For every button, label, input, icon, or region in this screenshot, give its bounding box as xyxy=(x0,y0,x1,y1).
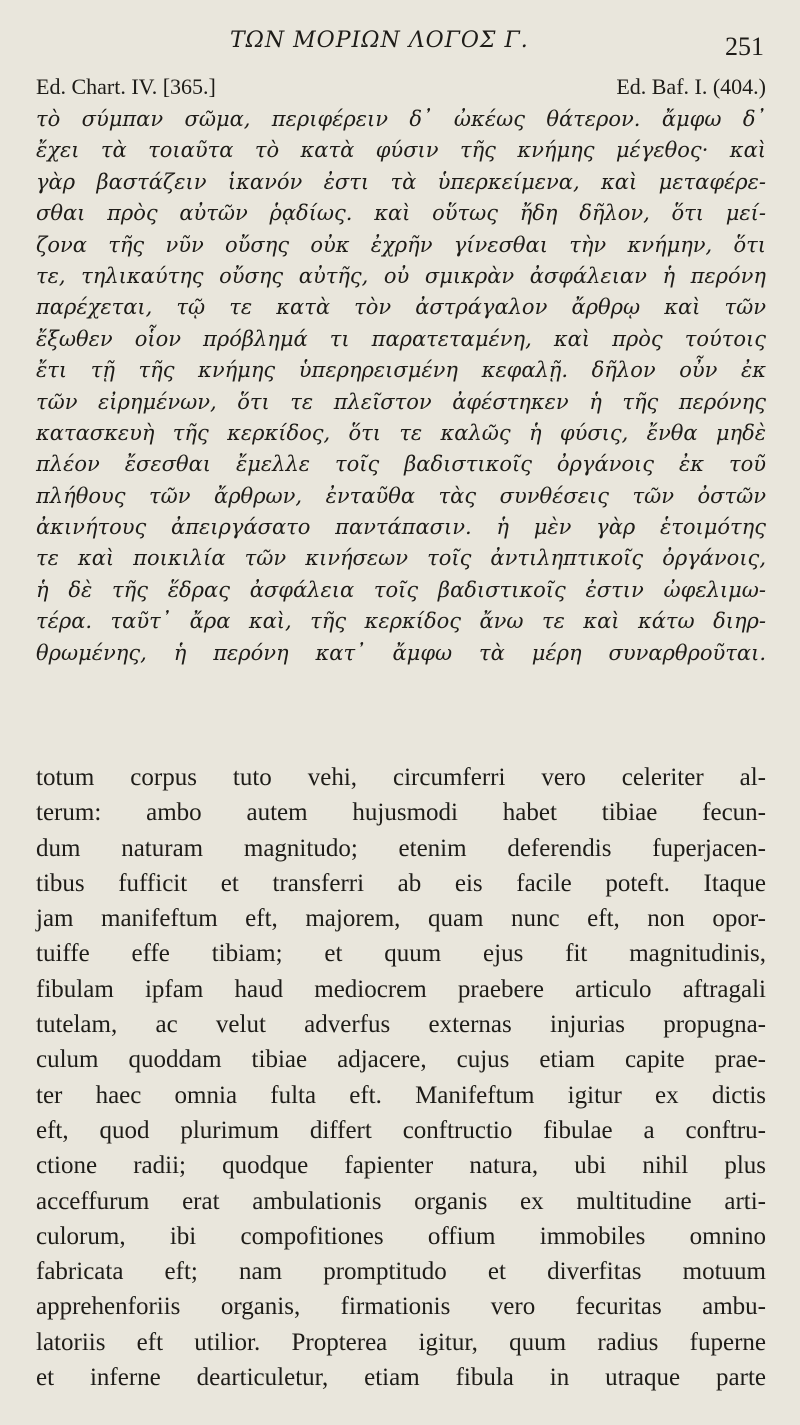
greek-text-line: τὸ σύμπαν σῶμα, περιφέρειν δ᾽ ὠκέως θάτερον. ἄμφω δ᾽ xyxy=(36,107,766,131)
page-number: 251 xyxy=(725,32,764,61)
latin-text-line: fabricata eft; nam promptitudo et diverfitas motuum xyxy=(36,1258,766,1286)
latin-text-line: culorum, ibi compofitiones offium immobiles omnino xyxy=(36,1222,766,1250)
latin-translation-block xyxy=(36,760,766,1395)
latin-text-line: terum: ambo autem hujusmodi habet tibiae fecun- xyxy=(36,799,766,827)
greek-text-line: ἀκινήτους ἀπειργάσατο παντάπασιν. ἡ μὲν γὰρ ἑτοιμότης xyxy=(36,515,766,540)
latin-text-line: apprehenforiis organis, firmationis vero fecuritas ambu- xyxy=(36,1293,766,1321)
latin-text-line: tuiffe effe tibiam; et quum ejus fit magnitudinis, xyxy=(36,940,766,968)
latin-text-line: tutelam, ac velut adverfus externas injurias propugna- xyxy=(36,1011,766,1039)
latin-text-line: tibus fufficit et transferri ab eis facile poteft. Itaque xyxy=(36,869,766,897)
greek-text-line: τῶν εἰρημένων, ὅτι τε πλεῖστον ἀφέστηκεν ἡ τῆς περόνης xyxy=(36,389,766,414)
edition-references xyxy=(36,74,766,102)
greek-text-line: πλήθους τῶν ἄρθρων, ἐνταῦθα τὰς συνθέσεις τῶν ὀστῶν xyxy=(36,483,766,508)
latin-text-line: totum corpus tuto vehi, circumferri vero celeriter al- xyxy=(36,764,766,791)
latin-text-line: dum naturam magnitudo; etenim deferendis fuperjacen- xyxy=(36,834,766,862)
running-title: ΤΩΝ ΜΟΡΙΩΝ ΛΟΓΟΣ Γ. xyxy=(230,28,529,53)
greek-text-line: τε καὶ ποικιλία τῶν κινήσεων τοῖς ἀντιληπτικοῖς ὀργάνοις, xyxy=(36,546,766,571)
latin-text-line: ctione radii; quodque fapienter natura, ubi nihil plus xyxy=(36,1152,766,1180)
greek-text-line: ἔτι τῇ τῆς κνήμης ὑπερηρεισμένη κεφαλῇ. δῆλον οὖν ἐκ xyxy=(36,358,766,383)
latin-text-line: latoriis eft utilior. Propterea igitur, quum radius fuperne xyxy=(36,1328,766,1356)
greek-text-block xyxy=(36,104,766,669)
latin-text-line: jam manifeftum eft, majorem, quam nunc eft, non opor- xyxy=(36,905,766,933)
latin-text-line: culum quoddam tibiae adjacere, cujus etiam capite prae- xyxy=(36,1046,766,1074)
greek-text-line: θρωμένης, ἡ περόνη κατ᾽ ἄμφω τὰ μέρη συναρθροῦται. xyxy=(36,640,766,665)
greek-text-line: πλέον ἔσεσθαι ἔμελλε τοῖς βαδιστικοῖς ὀργάνοις ἐκ τοῦ xyxy=(36,452,766,477)
latin-text-line: eft, quod plurimum differt conftructio fibulae a conftru- xyxy=(36,1116,766,1144)
greek-text-line: τέρα. ταῦτ᾽ ἄρα καὶ, τῆς κερκίδος ἄνω τε καὶ κάτω διηρ- xyxy=(36,609,766,634)
latin-text-line: et inferne dearticuletur, etiam fibula in utraque parte xyxy=(36,1364,766,1392)
edition-basel-reference: Ed. Baf. I. (404.) xyxy=(616,74,766,99)
greek-text-line: ζονα τῆς νῦν οὔσης οὐκ ἐχρῆν γίνεσθαι τὴν κνήμην, ὅτι xyxy=(36,232,766,257)
greek-text-line: ἔχει τὰ τοιαῦτα τὸ κατὰ φύσιν τῆς κνήμης μέγεθος· καὶ xyxy=(36,138,766,163)
greek-text-line: κατασκευὴ τῆς κερκίδος, ὅτι τε καλῶς ἡ φύσις, ἔνθα μηδὲ xyxy=(36,420,766,445)
greek-text-line: σθαι πρὸς αὐτῶν ῥᾳδίως. καὶ οὕτως ἤδη δῆλον, ὅτι μεί- xyxy=(36,201,766,226)
latin-text-line: ter haec omnia fulta eft. Manifeftum igitur ex dictis xyxy=(36,1081,766,1109)
latin-text-line: fibulam ipfam haud mediocrem praebere articulo aftragali xyxy=(36,975,766,1003)
greek-text-line: ἔξωθεν οἷον πρόβλημά τι παρατεταμένη, καὶ πρὸς τούτοις xyxy=(36,326,766,351)
greek-text-line: ἡ δὲ τῆς ἕδρας ἀσφάλεια τοῖς βαδιστικοῖς ἐστιν ὠφελιμω- xyxy=(36,577,766,602)
greek-text-line: παρέχεται, τῷ τε κατὰ τὸν ἀστράγαλον ἄρθρῳ καὶ τῶν xyxy=(36,295,766,320)
edition-chartier-reference: Ed. Chart. IV. [365.] xyxy=(36,74,216,99)
running-head xyxy=(0,28,800,61)
greek-text-line: γὰρ βαστάζειν ἱκανόν ἐστι τὰ ὑπερκείμενα, καὶ μεταφέρε- xyxy=(36,169,766,194)
greek-text-line: τε, τηλικαύτης οὔσης αὐτῆς, οὐ σμικρὰν ἀσφάλειαν ἡ περόνη xyxy=(36,263,766,288)
latin-text-line: acceffurum erat ambulationis organis ex multitudine arti- xyxy=(36,1187,766,1215)
